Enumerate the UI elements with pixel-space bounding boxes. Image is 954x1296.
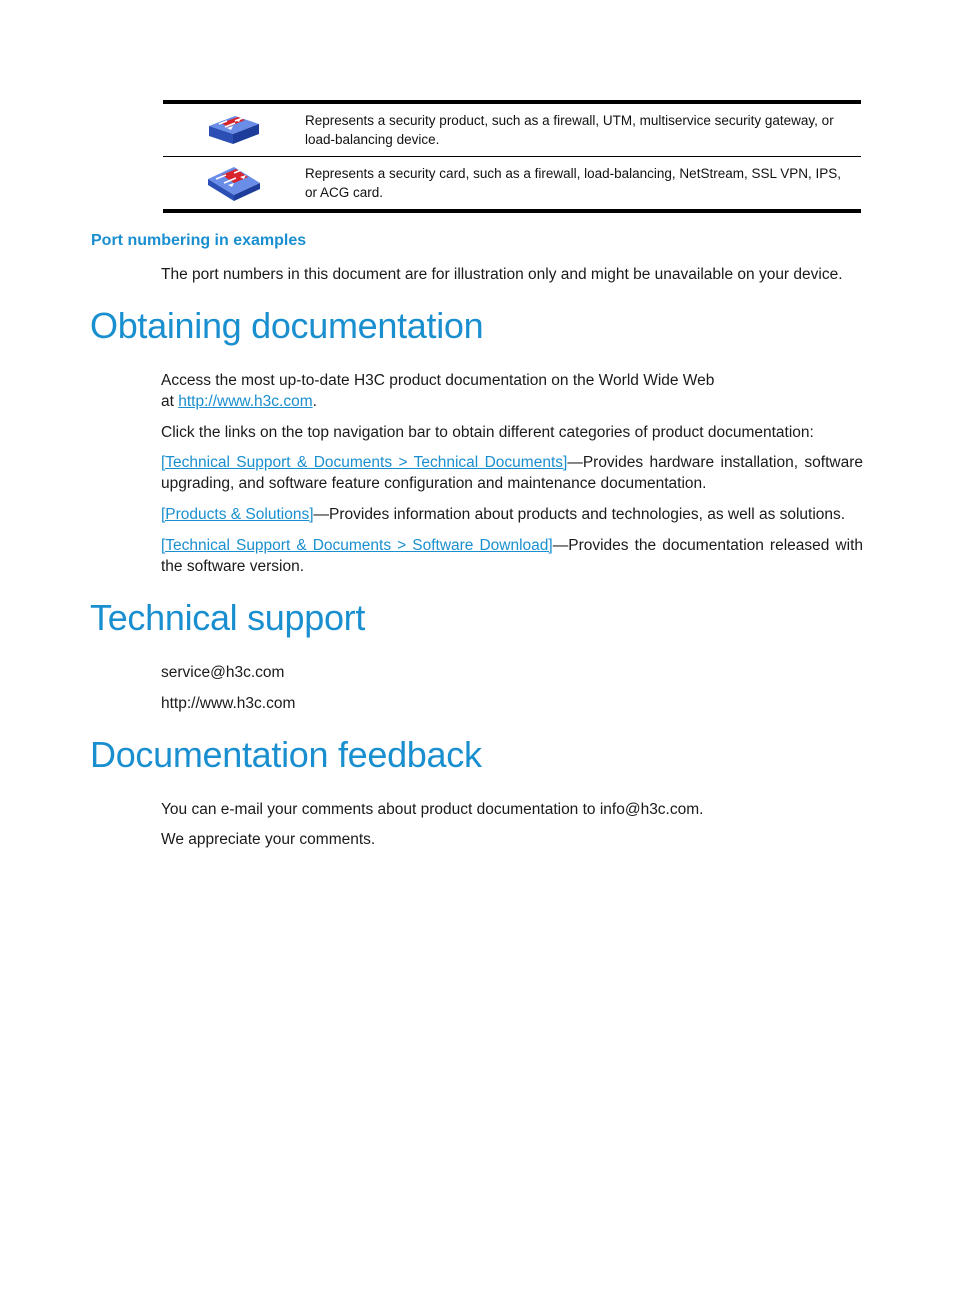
table-row	[163, 104, 861, 156]
technical-documents-paragraph	[161, 452, 863, 494]
table-row	[163, 156, 861, 209]
port-numbering-text: The port numbers in this document are for illustration only and might be unavailable on your device.	[161, 266, 843, 283]
row-description: Represents a security card, such as a firewall, load-balancing, NetStream, SSL VPN, IPS, or ACG card.	[305, 166, 841, 200]
port-numbering-heading: Port numbering in examples	[91, 232, 307, 249]
support-web: http://www.h3c.com	[161, 695, 296, 712]
security-card-icon	[163, 163, 305, 203]
software-download-link[interactable]: [Technical Support & Documents > Software Download]	[161, 537, 553, 554]
row-description: Represents a security product, such as a firewall, UTM, multiservice security gateway, or load-balancing device.	[305, 113, 834, 147]
products-solutions-paragraph	[161, 504, 863, 525]
access-at: at	[161, 393, 179, 410]
access-paragraph	[161, 370, 863, 412]
technical-support-heading: Technical support	[90, 597, 366, 638]
access-line1: Access the most up-to-date H3C product documentation on the World Wide Web	[161, 372, 715, 389]
feedback-line2: We appreciate your comments.	[161, 831, 376, 848]
feedback-line1: You can e-mail your comments about product documentation to info@h3c.com.	[161, 801, 704, 818]
products-solutions-link[interactable]: [Products & Solutions]	[161, 506, 314, 523]
h3c-website-link[interactable]: http://www.h3c.com	[178, 393, 313, 410]
click-links-paragraph: Click the links on the top navigation bar to obtain different categories of product documentation:	[161, 424, 814, 441]
access-end: .	[312, 393, 317, 410]
security-product-icon	[163, 112, 305, 148]
documentation-feedback-heading: Documentation feedback	[90, 734, 482, 775]
products-solutions-text: —Provides information about products and technologies, as well as solutions.	[313, 506, 846, 523]
technical-documents-text: —Provides hardware installation, software upgrading, and software feature configuration and maintenance documentation.	[161, 454, 863, 492]
icon-table	[163, 100, 861, 213]
technical-documents-link[interactable]: [Technical Support & Documents > Technical Documents]	[161, 454, 568, 471]
software-download-text: —Provides the documentation released with the software version.	[161, 537, 864, 575]
obtaining-documentation-heading: Obtaining documentation	[90, 305, 484, 346]
software-download-paragraph	[161, 535, 863, 577]
support-email: service@h3c.com	[161, 664, 285, 681]
